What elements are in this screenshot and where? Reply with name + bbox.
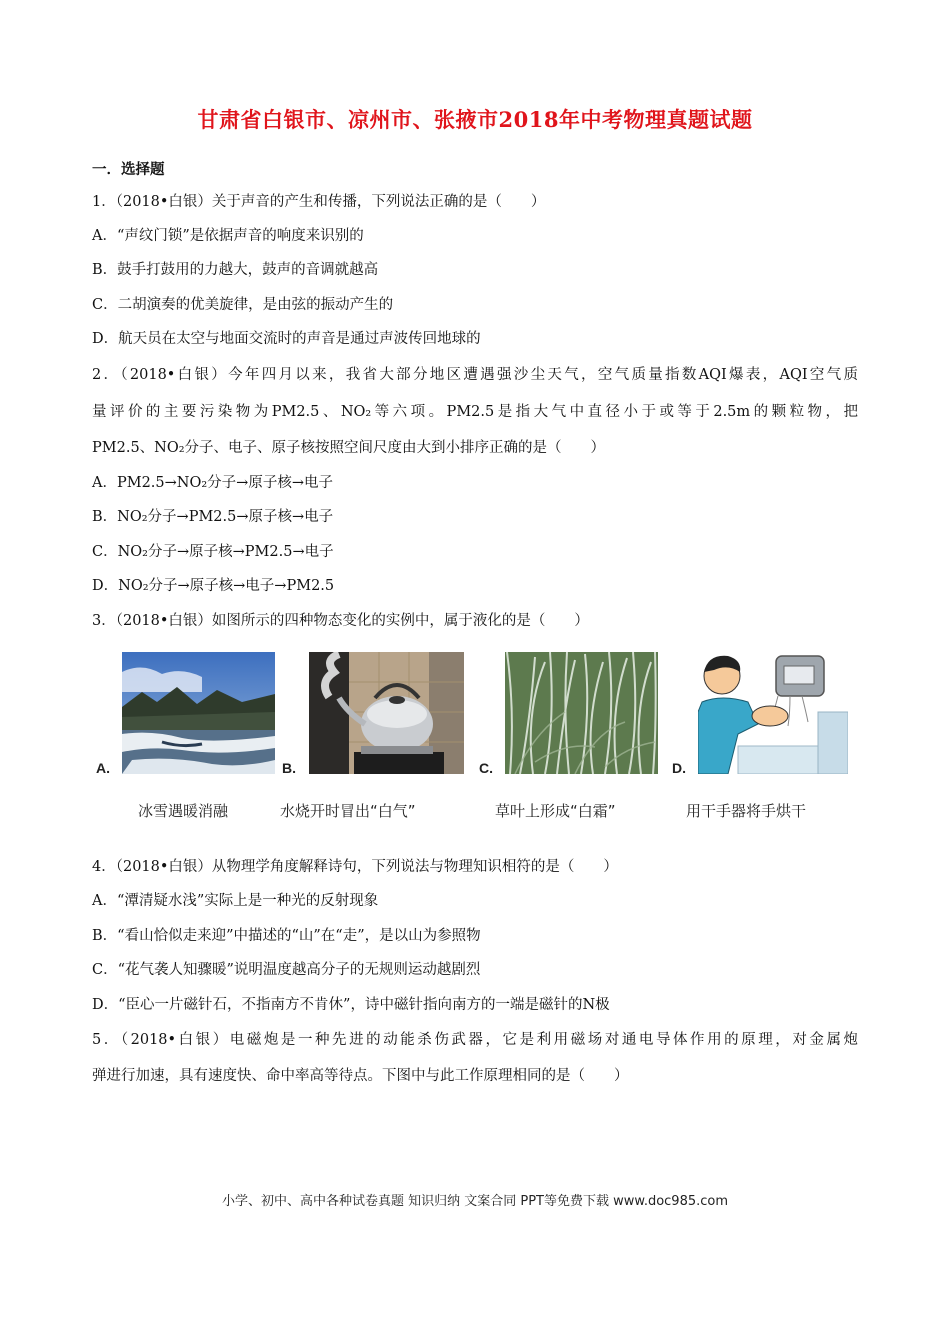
page-footer: 小学、初中、高中各种试卷真题 知识归纳 文案合同 PPT等免费下载 www.doc985.com xyxy=(221,1194,729,1209)
image-melting-snow xyxy=(122,652,275,774)
question-2-option-d: D．NO₂分子→原子核→电子→PM2.5 xyxy=(92,578,335,594)
caption-b: 水烧开时冒出“白气” xyxy=(280,802,416,820)
caption-c: 草叶上形成“白霜” xyxy=(495,802,616,820)
question-4-option-d: D．“臣心一片磁针石，不指南方不肯休”，诗中磁针指向南方的一端是磁针的N极 xyxy=(92,997,610,1013)
image-hand-dryer xyxy=(698,652,848,774)
figure-letter-b: B. xyxy=(282,760,296,776)
figure-letter-a: A. xyxy=(96,760,110,776)
caption-a: 冰雪遇暖消融 xyxy=(138,802,229,820)
question-2-option-c: C．NO₂分子→原子核→PM2.5→电子 xyxy=(92,544,334,560)
question-4-stem: 4．（2018•白银）从物理学角度解释诗句，下列说法与物理知识相符的是（ ） xyxy=(92,859,618,875)
question-4-option-a: A．“潭清疑水浅”实际上是一种光的反射现象 xyxy=(92,893,379,909)
question-2-stem-line-2: 量评价的主要污染物为PM2.5、NO₂等六项。PM2.5是指大气中直径小于或等于2.5m的颗粒物，把 xyxy=(92,404,858,420)
question-1-stem: 1．（2018•白银）关于声音的产生和传播，下列说法正确的是（ ） xyxy=(92,194,546,210)
question-5-stem-line-2: 弹进行加速，具有速度快、命中率高等待点。下图中与此工作原理相同的是（ ） xyxy=(92,1068,629,1084)
question-5-stem-line-1: 5．（2018•白银）电磁炮是一种先进的动能杀伤武器，它是利用磁场对通电导体作用的原理，对金属炮 xyxy=(92,1032,858,1048)
question-3-stem: 3．（2018•白银）如图所示的四种物态变化的实例中，属于液化的是（ ） xyxy=(92,613,589,629)
page-title: 甘肃省白银市、凉州市、张掖市2018年中考物理真题试题 xyxy=(197,107,753,132)
question-1-option-b: B．鼓手打鼓用的力越大，鼓声的音调就越高 xyxy=(92,262,379,278)
question-2-option-b: B．NO₂分子→PM2.5→原子核→电子 xyxy=(92,509,334,525)
question-4-option-b: B．“看山恰似走来迎”中描述的“山”在“走”，是以山为参照物 xyxy=(92,928,481,944)
caption-d: 用干手器将手烘干 xyxy=(686,802,807,820)
figure-letter-c: C. xyxy=(479,760,493,776)
figure-letter-d: D. xyxy=(672,760,686,776)
image-kettle-steam xyxy=(309,652,464,774)
question-3-figure xyxy=(92,652,852,832)
question-1-option-a: A．“声纹门锁”是依据声音的响度来识别的 xyxy=(92,228,364,244)
section-heading: 一．选择题 xyxy=(92,162,165,178)
question-1-option-c: C．二胡演奏的优美旋律，是由弦的振动产生的 xyxy=(92,297,394,313)
question-1-option-d: D．航天员在太空与地面交流时的声音是通过声波传回地球的 xyxy=(92,331,481,347)
question-2-stem-line-3: PM2.5、NO₂分子、电子、原子核按照空间尺度由大到小排序正确的是（ ） xyxy=(92,440,606,456)
image-frost-grass xyxy=(505,652,658,774)
question-2-stem-line-1: 2．（2018•白银）今年四月以来，我省大部分地区遭遇强沙尘天气，空气质量指数AQI爆表，AQI空气质 xyxy=(92,367,858,383)
question-4-option-c: C．“花气袭人知骤暖”说明温度越高分子的无规则运动越剧烈 xyxy=(92,962,481,978)
question-2-option-a: A．PM2.5→NO₂分子→原子核→电子 xyxy=(92,475,333,491)
